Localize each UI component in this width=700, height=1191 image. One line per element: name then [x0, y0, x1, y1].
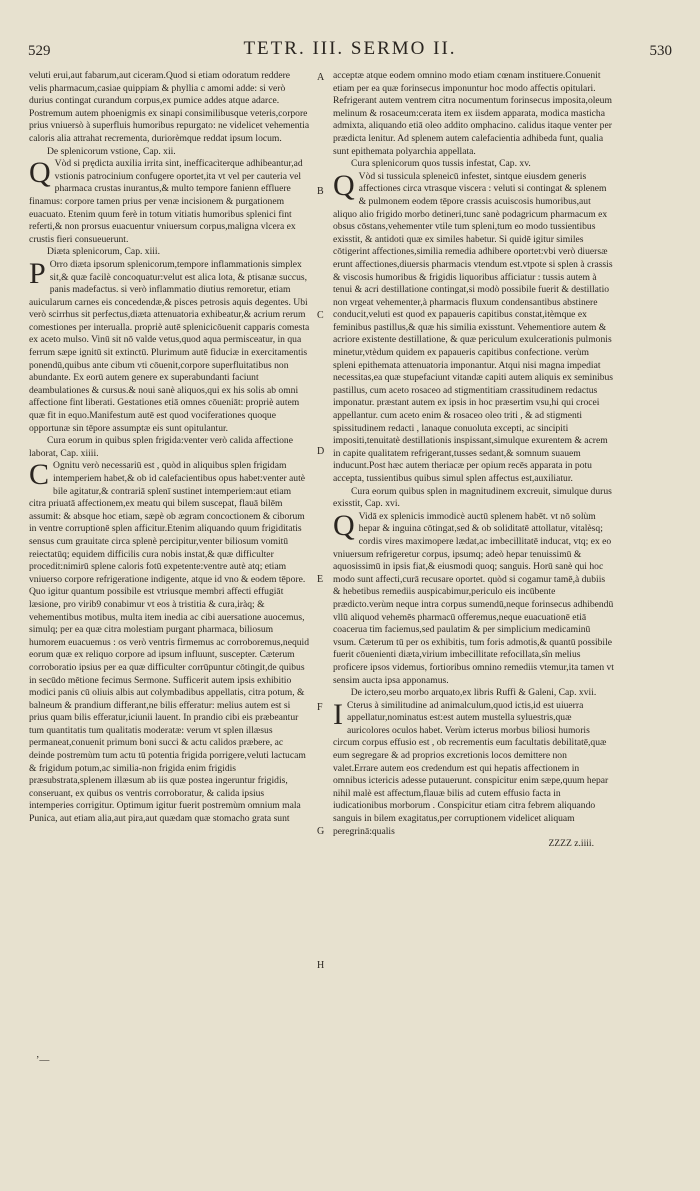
- margin-letter-a: A: [317, 72, 325, 83]
- margin-letter-c: C: [317, 310, 324, 321]
- paragraph-text: Cterus à similitudine ad animalculum,quod ictis,id est uiuerra appellatur,nominatus est:est autem mustella syluestris,quæ auricolores oculos habet. Verùm icterus morbus biliosi humoris circum corpus effusio est , ob recrementis eum facultatis debilitatē,quæ eum segregare & ad proprios excretionis locos demittere non valet.Errare autem eos credendum est qui hepatis affectionem in omnibus ictericis adesse putauerunt. conspicitur enim sæpe,quum hepar nihil malè est affectum,flauæ bilis ad cutem effusio facta in iudicationibus morborum . Conspicitur etiam citra febrem aliquando sanguis in bilem exagitatus,per corruptionem videlicet aliquam peregrinā:qualis: [333, 699, 609, 837]
- right-chapter-heading-17: De ictero,seu morbo arquato,ex libris Ruffi & Galeni, Cap. xvii.: [350, 687, 597, 699]
- drop-cap: Q: [333, 508, 355, 542]
- drop-cap: C: [29, 458, 50, 492]
- left-chapter-heading-12: De splenicorum vstione, Cap. xii.: [47, 145, 176, 157]
- paragraph-text: Vòd si prędicta auxilia irrita sint, inefficacìterque adhibeantur,ad vstionis patrocinium confugere oportet,ita vt vel per cauteria vel pharmaca crustas inurantus,& multo tempore fanienn effluere finamus: corpore tamen prius per venæ incisionem & purgationem euacuato. Etenim quum ferè in totum vitiatis humoribus splenici fint referti,& non prorsus euacuentur vniuersum corpus,maligna vlcera ex crustis fieri consueuerunt.: [29, 158, 303, 245]
- left-column: [29, 70, 310, 826]
- left-chapter-heading-13: Diæta splenicorum, Cap. xiii.: [47, 246, 160, 258]
- right-column: [333, 70, 614, 851]
- right-chapter-body-16: [333, 508, 614, 687]
- margin-letter-d: D: [317, 446, 325, 457]
- right-chapter-heading-15: Cura splenicorum quos tussis infestat, Cap. xv.: [351, 158, 531, 170]
- left-chapter-body-14: [29, 460, 310, 825]
- paragraph-text: Ognitu verò necessariū est , quòd in aliquibus splen frigidam intemperiem habet,& ob id calefacientibus opus habet:venter autè bile agitatur,& contrariā splenī sustinet intemperiem:aut etiam citra priuatā affectionem,ex meatu qui bilem suscepat, flauā bilēm assumit: & absque hoc etiam, sæpè ob ægram concoctionem & ciborum in ventre corruptionē splen afficitur.Etenim aliquando quum frigiditatis sensus cum grauitate circa splenè percipitur,venter biliosum vomitū reiectatūq; equidem difficilis cura nobis instat,& quæ difficulter procedit:nimirū splene caloris fotū expetente:ventre autè atq; etiam vniuerso corpore refrigeratione indigente, atque id vno & eodem tēpore. Quo igitur quantum possibile est vtriusque membri affecti effugiāt læsione, pro virib9 conabimur vt eos à tristitia & cura,iràq; & vehementibus motibus, multa item inedia ac cibi auersatione auocemus, simulq; per ea quæ citra molestiam purgant pharmaca, biliosum humorem euacuemus : os verò ventris firmemus ac corroboremus,nequid eorum quæ ex reliquo corpore ad ipsum influunt, suscepter. Cæterum corroboratio ipsius per ea quæ difficulter corrūpuntur cōtingit,de quibus in secūdo mētione fecimus Sermone. Sufficerit autem ipsis exhibitio modici panis cū oliuis albis aut colymbadibus appellatis, citra potum, & balneum & prandium differant,ne bilis efferatur: melius autem est si prius quam bilis efferatur,iciunii lauent. In prandio cibi eis præbeantur tum quantitatis tum qualitatis moderatæ: verum vt splen illæsus permaneat,conuenit primum boni succi & actu calidos præbere, ac deinde postremùm tum actu tū potentia frigida porrigere,veluti lactucam & frigidum potum,ac similia-non frigida enim frigidis præsubstrata,splenem illæsum ab iis quæ postea ingeruntur frigidis, conseruant, ex quibus os ventris corroboratur, & calida ipsius intemperies corrigitur. Optimum igitur fuerit postremùm omnium mala Punica, aut etiam alia,aut pira,aut quædam quæ stomacho grata sunt: [29, 460, 310, 825]
- margin-letter-h: H: [317, 960, 325, 971]
- right-chapter-body-17: [333, 697, 614, 839]
- drop-cap: Q: [333, 168, 355, 202]
- left-chapter-body-13: [29, 256, 310, 435]
- left-chapter-body-12: [29, 158, 310, 246]
- paragraph-text: Orro diæta ipsorum splenicorum,tempore inflammationis simplex sit,& quæ facilè concoquatur:velut est alica lota, & ptisanæ succus, panis madefactus. si verò inflammatio diutius remoretur, etiam auicularum carnes eis concedendæ,& pisces petrosis aquis degentes. Ubi verò scirrhus sit perfectus,diæta attenuatoria exhibeatur,& acrium rerum comestiones per interualla. propriè autē splenicicōuenit capparis comesta ex aceto mulso. Vinū sit nō valde vetus,quod aqua permisceatur, in qua ferrum sæpe ignitū sit extinctū. Plurimum autē fiduciæ in exercitamentis ponendū,quibus ante cibum vti cōuenit,corpore superfluitatibus non abundante. Ex eorū autem genere ex superabundanti faciunt deambulationes & cursus.& noui sanè aliquos,qui ex his solis ab omni affectione fint liberati. Gestationes etiā omnes cōueniāt: propriè autem quæ fit in equo.Manifestum autē est quod vociferationes quoque opportunæ sin tēpore assumptæ eis sunt opitulantur.: [29, 258, 310, 434]
- signature-mark: ZZZZ z.iiii.: [548, 838, 594, 850]
- left-intro-text: veluti erui,aut fabarum,aut ciceram.Quod si etiam odoratum reddere velis pharmacum,casiae quippiam & phyllia c amomi adde: si verò durius contingat curandum corpus,ex pumice addes atque adarce. Postremum autem phoenigmis ex sinapi consimilibusque veteris,corpore prius vniuersò à superfluis humoribus repurgato: ne videlicet vehementia caloris alia attrahat recrementa, duriorèmque reddat ipsum locum.: [29, 70, 310, 144]
- drop-cap: P: [29, 256, 46, 290]
- paragraph-text: Vòd si tussicula spleneicū infestet, sintque eiusdem generis affectiones circa vtrasque viscera : veluti si contingat & splenem & pulmonem eodem tēpore crassis acuiscosis humoribus,aut aliquo alio frigido morbo detineri,tunc sanè podagricum pharmacum ex obsus cōstans,vehementer vtile tum spleni,tum eo modo tussientibus exisstit, & antidoti quæ ex similes habetur. Si quidē igitur similes cōtigerint affectiones,similia remedia adhibere oportet:vbi verò diuersæ erunt affectiones,diuersis pharmacis vtendum est.vtpote si splen à crassis & viscosis humoribus & frigidis liquoribus afficiatur : tussis autem à tenui & acri destillatione contingat,si modò possibile fuerit & destillatio non vrgeat vehementer,à pharmacis fluxum condensantibus abstinere conducit,veluti est quod ex papaueris capitibus constat,itèmque ex feminibus pastillus,& quæ his similia exisstunt. Vehementiore autem & acriore existente destillatione, & quæ periculum exulcerationis pulmonis minetur,vtèdum quidem ex papaueris capitibus confectione. verùm spleni epithemata attenuatoria imponantur. Atqui nisi magna impediat necessitas,ea quæ stupefaciunt vitandæ capiti autem aliquis ex seminibus pastillus, cum aceto rosaceo ad stigmentitiam crassitudinem redactus imponatur. præstant autem ex ipsis in hoc præsertim vsu,hi qui crocei appellantur. cum aceto enim & rosaceo oleo triti , & ad stigmenti spissitudinem redacti , lanaque conuoluta excepti, ac sincipiti impositi,tenuitatè destillationis inspissant,simulque exurentem & acrem in capite qualitatem refrigerant,tusses sedant,& somnum suauem inducunt.Post hæc autem theriacæ per opium recēs apparata in potu accepta, tussientibus quibus simul splen affectus est,auxiliatur.: [333, 170, 614, 484]
- drop-cap: Q: [29, 156, 51, 190]
- paragraph-text: Vidā ex splenicis immodicè auctū splenem habēt. vt nō solùm hepar & inguina cōtingat,sed & ob soliditatē attollatur, vitalèsq; cordis vires maximopere lædat,ac imbecillitatē inducat, vtq; ex eo vniuersum refrigeretur corpus, ipsumq; adeò hepar tenuissimū & aquosissimū in ipsis fiat,& eiusmodi quoq; sanguis. Horū sanè qui hoc modo sunt affecti,curā recusare oportet. quòd si cogamur tamē,à dubiis & hebetibus remediis auspicabimur,periculo eis incūbente prædicto.verùm neque intra corpus sumendū,neque forinsecus adhibendū vllū aliquod vehemēs pharmacū offeremus,neque euacuationē etiā coacerua tim faciemus,sed paulatim & per simplicium medicaminū vsum. Cæterum tū per os exhibitis, tum foris admotis,& quantū possibile fuerit cōuenienti diæta,virium imbecillitate refocillata,sîn melius proficere ipsos videmus, fortioribus omnino remediis vtemur,ita tamen vt sensim aucta ipsa apponamus.: [333, 510, 614, 686]
- left-chapter-heading-14: Cura eorum in quibus splen frigida:venter verò calida affectione laborat, Cap. xiiii.: [29, 435, 293, 459]
- margin-letter-f: F: [317, 702, 323, 713]
- page-number-right: 530: [649, 43, 672, 59]
- right-chapter-body-15: [333, 168, 614, 486]
- running-head: TETR. III. SERMO II.: [243, 38, 457, 59]
- bottom-ink-mark: ’—: [36, 1055, 50, 1066]
- drop-cap: I: [333, 697, 343, 731]
- margin-letter-g: G: [317, 826, 325, 837]
- page-header: [20, 36, 680, 70]
- page-number-left: 529: [28, 43, 51, 59]
- margin-letter-b: B: [317, 186, 324, 197]
- right-chapter-heading-16: Cura eorum quibus splen in magnitudinem excreuit, simulque durus exisstit, Cap. xvi.: [333, 485, 612, 510]
- right-intro-text: acceptæ atque eodem omnino modo etiam cœnam instituere.Conuenit etiam per ea quæ forinsecus imponuntur hoc modo affectis opitulari. Refrigerant autem ventrem citra nocumentum forinsecus imposita,oleum melinum & rosaceum:cerata item ex iisdem apparata, modica masticha admixta, aliquando etiā oleo addito omphacino. calidus itaque venter per prædicta lenitur. Ad splenem autem calefacientia adhibeda funt, qualia sunt epithemata polyarchia appellata.: [333, 70, 612, 157]
- margin-letter-e: E: [317, 574, 324, 585]
